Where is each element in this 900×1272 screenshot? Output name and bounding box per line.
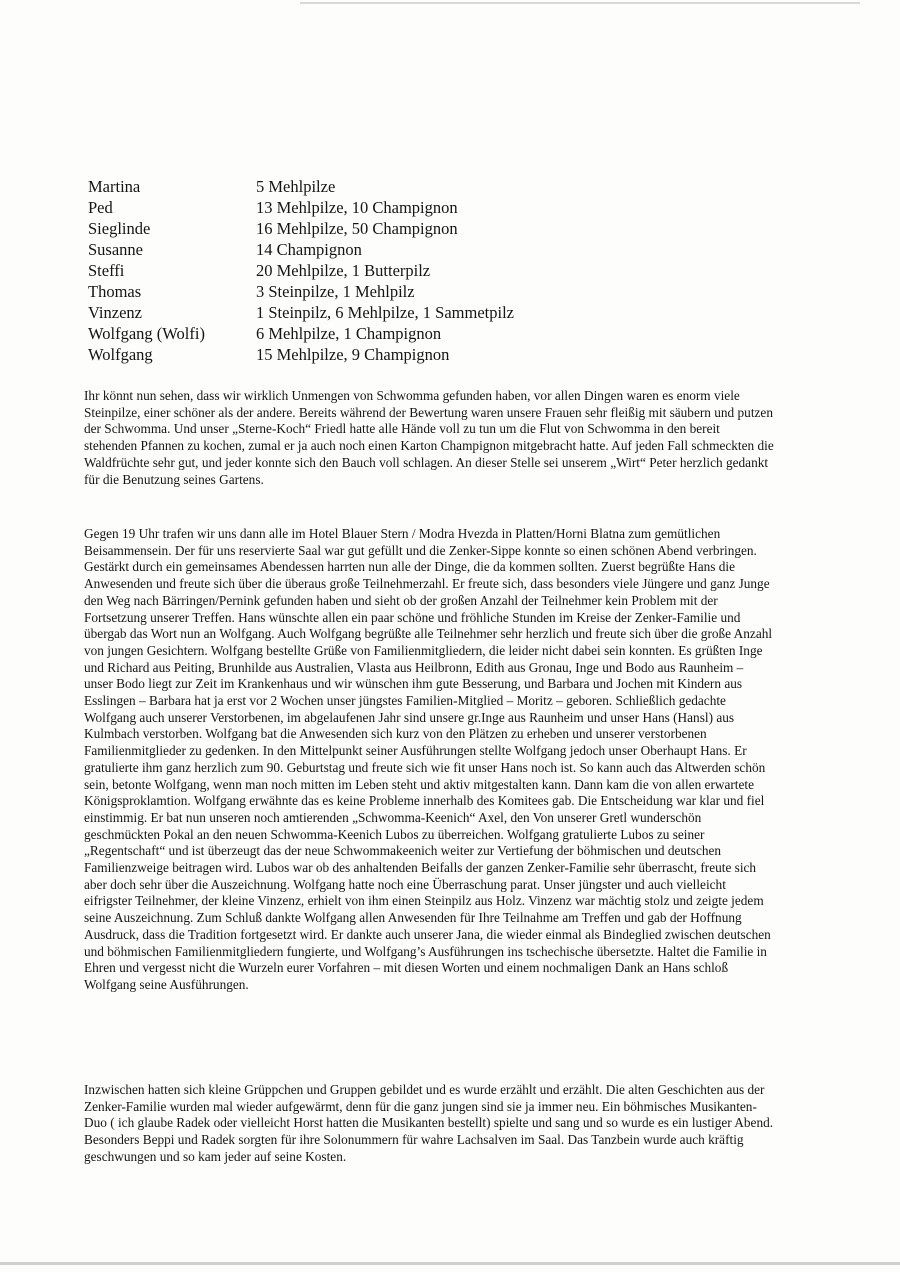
- tally-name: Sieglinde: [88, 219, 151, 238]
- mushroom-tally-list: [88, 176, 648, 365]
- tally-finds: 15 Mehlpilze, 9 Champignon: [256, 345, 450, 364]
- tally-name: Susanne: [88, 240, 143, 259]
- tally-name: Thomas: [88, 282, 142, 301]
- tally-row: [88, 218, 648, 239]
- tally-name: Martina: [88, 177, 141, 196]
- tally-finds: 3 Steinpilze, 1 Mehlpilz: [256, 282, 415, 301]
- tally-finds: 6 Mehlpilze, 1 Champignon: [256, 324, 442, 343]
- tally-finds: 20 Mehlpilze, 1 Butterpilz: [256, 261, 431, 280]
- tally-row: [88, 302, 648, 323]
- tally-name: Ped: [88, 198, 113, 217]
- tally-row: [88, 260, 648, 281]
- tally-row: [88, 197, 648, 218]
- paragraph-evening-gathering: Gegen 19 Uhr trafen wir uns dann alle im Hotel Blauer Stern / Modra Hvezda in Platten/Horni Blatna zum gemütlichen Beisammensein. Der für uns reservierte Saal war gut gefüllt und die Zenker-Sippe konnte so einen schönen Abend verbringen. Gestärkt durch ein gemeinsames Abendessen harrten nun alle der Dinge, die da kommen sollten. Zuerst begrüßte Hans die Anwesenden und freute sich über die überaus große Teilnehmerzahl. Er freute sich, dass besonders viele Jüngere und ganz Junge den Weg nach Bärringen/Pernink gefunden haben und sieht ob der großen Anzahl der Teilnehmer kein Problem mit der Fortsetzung unserer Treffen. Hans wünschte allen ein paar schöne und fröhliche Stunden im Kreise der Zenker-Familie und übergab das Wort nun an Wolfgang. Auch Wolfgang begrüßte alle Teilnehmer sehr herzlich und freute sich über die große Anzahl von jungen Gesichtern. Wolfgang bestellte Grüße von Familienmitgliedern, die leider nicht dabei sein konnten. Es grüßten Inge und Richard aus Peiting, Brunhilde aus Australien, Vlasta aus Heilbronn, Edith aus Gronau, Inge und Bodo aus Raunheim – unser Bodo liegt zur Zeit im Krankenhaus und wir wünschen ihm gute Besserung, und Barbara und Jochen mit Kindern aus Esslingen – Barbara hat ja erst vor 2 Wochen unser jüngstes Familien-Mitglied – Moritz – geboren. Schließlich gedachte Wolfgang auch unserer Verstorbenen, im abgelaufenen Jahr sind unsere gr.Inge aus Raunheim und unser Hans (Hansl) aus Kulmbach verstorben. Wolfgang bat die Anwesenden sich kurz von den Plätzen zu erheben und unserer verstorbenen Familienmitglieder zu gedenken. In den Mittelpunkt seiner Ausführungen stellte Wolfgang jedoch unser Oberhaupt Hans. Er gratulierte ihm ganz herzlich zum 90. Geburtstag und freute sich wie fit unser Hans noch ist. So kann auch das Altwerden schön sein, betonte Wolfgang, wenn man noch mitten im Leben steht und aktiv mitgestalten kann. Dann kam die von allen erwartete Königsproklamtion. Wolfgang erwähnte das es keine Probleme innerhalb des Komitees gab. Die Entscheidung war klar und fiel einstimmig. Er bat nun unseren noch amtierenden „Schwomma-Keenich“ Axel, den Von unserer Gretl wunderschön geschmückten Pokal an den neuen Schwomma-Keenich Lubos zu überreichen. Wolfgang gratulierte Lubos zu seiner „Regentschaft“ und ist überzeugt das der neue Schwommakeenich weiter zur Vertiefung der böhmischen und deutschen Familienzweige beitragen wird. Lubos war ob des anhaltenden Beifalls der ganzen Zenker-Familie sehr überrascht, freute sich aber doch sehr über die Auszeichnung. Wolfgang hatte noch eine Überraschung parat. Unser jüngster und auch vielleicht eifrigster Teilnehmer, der kleine Vinzenz, erhielt von ihm einen Steinpilz aus Holz. Vinzenz war mächtig stolz und zeigte jedem seine Auszeichnung. Zum Schluß dankte Wolfgang allen Anwesenden für Ihre Teilnahme am Treffen und gab der Hoffnung Ausdruck, dass die Tradition fortgesetzt wird. Er dankte auch unserer Jana, die wieder einmal als Bindeglied zwischen deutschen und böhmischen Familienmitgliedern fungierte, und Wolfgang’s Ausführungen ins tschechische übersetzte. Haltet die Familie in Ehren und vergesst nicht die Wurzeln eurer Vorfahren – mit diesen Worten und einem nochmaligen Dank an Hans schloß Wolfgang seine Ausführungen.: [84, 526, 773, 992]
- tally-name: Steffi: [88, 261, 125, 280]
- tally-finds: 5 Mehlpilze: [256, 177, 336, 196]
- tally-row: [88, 239, 648, 260]
- tally-name: Wolfgang: [88, 345, 153, 364]
- tally-finds: 16 Mehlpilze, 50 Champignon: [256, 219, 458, 238]
- tally-name: Vinzenz: [88, 303, 142, 322]
- tally-finds: 13 Mehlpilze, 10 Champignon: [256, 198, 458, 217]
- scan-edge-top: [300, 2, 860, 4]
- tally-row: [88, 323, 648, 344]
- tally-row: [88, 344, 648, 365]
- scan-edge-bottom: [0, 1262, 900, 1265]
- tally-finds: 14 Champignon: [256, 240, 362, 259]
- paragraph-music-and-dancing: Inzwischen hatten sich kleine Grüppchen und Gruppen gebildet und es wurde erzählt und erzählt. Die alten Geschichten aus der Zenker-Familie wurden mal wieder aufgewärmt, denn für die ganz jungen sind sie ja immer neu. Ein böhmisches Musikanten-Duo ( ich glaube Radek oder vielleicht Horst hatten die Musikanten bestellt) spielte und sang und so wurde es ein lustiger Abend. Besonders Beppi und Radek sorgten für ihre Solonummern für wahre Lachsalven im Saal. Das Tanzbein wurde auch kräftig geschwungen und so kam jeder auf seine Kosten.: [84, 1082, 774, 1164]
- tally-name: Wolfgang (Wolfi): [88, 324, 205, 343]
- tally-finds: 1 Steinpilz, 6 Mehlpilze, 1 Sammetpilz: [256, 303, 514, 322]
- paragraph-mushroom-cooking: Ihr könnt nun sehen, dass wir wirklich Unmengen von Schwomma gefunden haben, vor allen Dingen waren es enorm viele Steinpilze, einer schöner als der andere. Bereits während der Bewertung waren unsere Frauen sehr fleißig mit säubern und putzen der Schwomma. Und unser „Sterne-Koch“ Friedl hatte alle Hände voll zu tun um die Flut von Schwomma in den bereit stehenden Pfannen zu kochen, zumal er ja auch noch einen Karton Champignon mitgebracht hatte. Auf jeden Fall schmeckten die Waldfrüchte sehr gut, und jeder konnte sich den Bauch voll schlagen. An dieser Stelle sei unserem „Wirt“ Peter herzlich gedankt für die Benutzung seines Gartens.: [84, 388, 774, 487]
- tally-row: [88, 176, 648, 197]
- tally-row: [88, 281, 648, 302]
